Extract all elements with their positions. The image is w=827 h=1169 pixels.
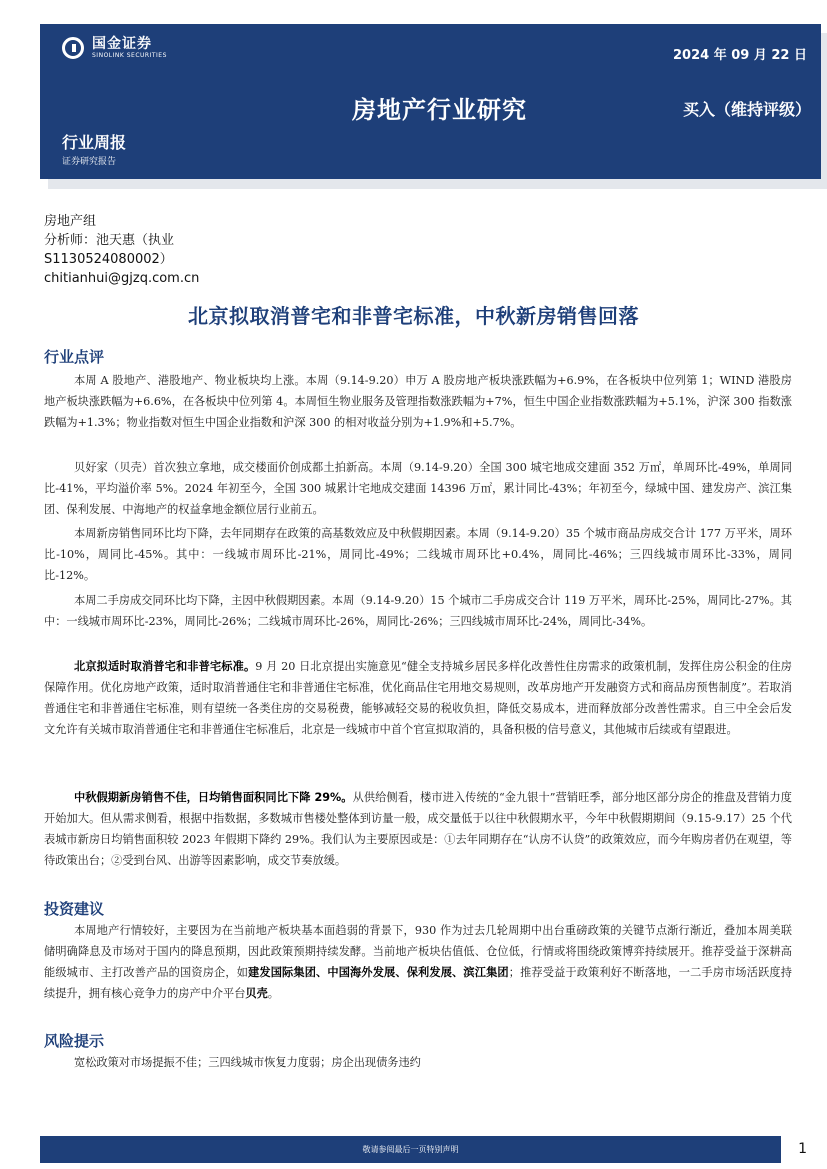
paragraph-market: 本周 A 股地产、港股地产、物业板块均上涨。本周（9.14-9.20）申万 A 股房地产板块涨跌幅为+6.9%，在各板块中位列第 1；WIND 港股房地产板块涨跌幅为+6.6%，在各板块中位列第 4。本周恒生物业服务及管理指数涨跌幅为+7%，恒生中国企业指数涨跌幅为+5.1%，沪深 300 指数涨跌幅为+1.3%；物业指数对恒生中国企业指数和沪深 300 的相对收益分别为+1.9%和+5.7%。 <box>44 374 792 429</box>
company-logo <box>62 36 167 60</box>
paragraph-investment-end: 。 <box>267 987 279 1000</box>
rating-label: 买入（维持评级） <box>682 100 811 119</box>
paragraph-risk: 宽松政策对市场提振不佳；三四线城市恢复力度弱；房企出现债务违约 <box>74 1056 421 1069</box>
paragraph-mid-autumn <box>44 787 792 871</box>
paragraph-land: 贝好家（贝壳）首次独立拿地，成交楼面价创成都土拍新高。本周（9.14-9.20）全国 300 城宅地成交建面 352 万㎡，单周环比-49%，单周同比-41%，平均溢价率 5%。2024 年初至今，全国 300 城累计宅地成交建面 14396 万㎡，累计同比-43%；年初至今，绿城中国、建发房产、滨江集团、保利发展、中海地产的权益拿地金额位居行业前五。 <box>44 461 792 516</box>
logo-icon <box>62 37 84 59</box>
recommended-platform: 贝壳 <box>245 987 268 1000</box>
analyst-name: 分析师：池天惠（执业 <box>44 233 175 248</box>
logo-name-en: SINOLINK SECURITIES <box>92 52 167 59</box>
paragraph-beijing-policy-body: 9 月 20 日北京提出实施意见“健全支持城乡居民多样化改善性住房需求的政策机制，发挥住房公积金的住房保障作用。优化房地产政策，适时取消普通住宅和非普通住宅标准，优化商品住宅用地交易规则，改革房地产开发融资方式和商品房预售制度”。若取消普通住宅和非普通住宅标准，则有望统一各类住房的交易税费，能够减轻交易的税收负担，降低交易成本，进而释放部分改善性需求。自三中全会后发文允许有关城市取消普通住宅和非普通住宅标准后，北京是一线城市中首个官宣拟取消的，具备积极的信号意义，其他城市后续或有望跟进。 <box>44 660 792 736</box>
paragraph-mid-autumn-lead: 中秋假期新房销售不佳，日均销售面积同比下降 29%。 <box>74 791 353 804</box>
paragraph-mid-autumn-body: 从供给侧看，楼市进入传统的“金九银十”营销旺季，部分地区部分房企的推盘及营销力度开始加大。但从需求侧看，根据中指数据，多数城市售楼处整体到访量一般，成交量低于以往中秋假期水平，今年中秋假期期间（9.15-9.17）25 个代表城市新房日均销售面积较 2023 年假期下降约 29%。我们认为主要原因或是：①去年同期存在“认房不认贷”的政策效应，而今年购房者仍在观望，等待政策出台；②受到台风、出游等因素影响，成交节奏放缓。 <box>44 791 792 867</box>
page-number: 1 <box>798 1141 807 1157</box>
report-date: 2024 年 09 月 22 日 <box>673 48 807 63</box>
analyst-info <box>44 212 199 288</box>
headline: 北京拟取消普宅和非普宅标准，中秋新房销售回落 <box>188 304 639 328</box>
paragraph-investment-part-b: ；推荐受益于政策利好不断落地，一二手房市场活跃度持续提升，拥有核心竞争力的房产中介平台 <box>44 966 792 1000</box>
report-title: 房地产行业研究 <box>352 96 527 124</box>
paragraph-new-home: 本周新房销售同环比均下降，去年同期存在政策的高基数效应及中秋假期因素。本周（9.14-9.20）35 个城市商品房成交合计 177 万平米，周环比-10%，周同比-45%。其中：一线城市周环比-21%，周同比-49%；二线城市周环比+0.4%，周同比-46%；三四线城市周环比-33%，周同比-12%。 <box>44 527 792 582</box>
section-title-investment: 投资建议 <box>44 900 105 918</box>
section-title-industry-review: 行业点评 <box>44 348 105 366</box>
paragraph-second-hand: 本周二手房成交同环比均下降，主因中秋假期因素。本周（9.14-9.20）15 个城市二手房成交合计 119 万平米，周环比-25%，周同比-27%。其中：一线城市周环比-23%，周同比-26%；二线城市周环比-26%，周同比-26%；三四线城市周环比-24%，周同比-34%。 <box>44 594 792 628</box>
recommended-companies: 建发国际集团、中国海外发展、保利发展、滨江集团 <box>248 966 509 979</box>
paragraph-investment <box>44 920 792 1004</box>
paragraph-investment-part-a: 本周地产行情较好，主要因为在当前地产板块基本面趋弱的背景下，930 作为过去几轮周期中出台重磅政策的关键节点渐行渐近，叠加本周美联储明确降息及市场对于国内的降息预期，因此政策预期持续发酵。当前地产板块估值低、仓位低，行情或将围绕政策博弈持续展开。推荐受益于深耕高能级城市、主打改善产品的国资房企，如 <box>44 924 792 979</box>
footer-disclaimer: 敬请参阅最后一页特别声明 <box>362 1145 459 1154</box>
analyst-license: S1130524080002） <box>44 252 173 267</box>
paragraph-beijing-policy <box>44 656 792 740</box>
paragraph-beijing-policy-lead: 北京拟适时取消普宅和非普宅标准。 <box>74 660 256 673</box>
analyst-email[interactable]: chitianhui@gjzq.com.cn <box>44 271 200 286</box>
section-title-risk: 风险提示 <box>44 1032 105 1050</box>
analyst-group: 房地产组 <box>44 214 97 229</box>
report-subtype: 证券研究报告 <box>62 157 117 167</box>
report-type: 行业周报 <box>62 133 127 152</box>
logo-name-cn: 国金证券 <box>92 36 152 52</box>
